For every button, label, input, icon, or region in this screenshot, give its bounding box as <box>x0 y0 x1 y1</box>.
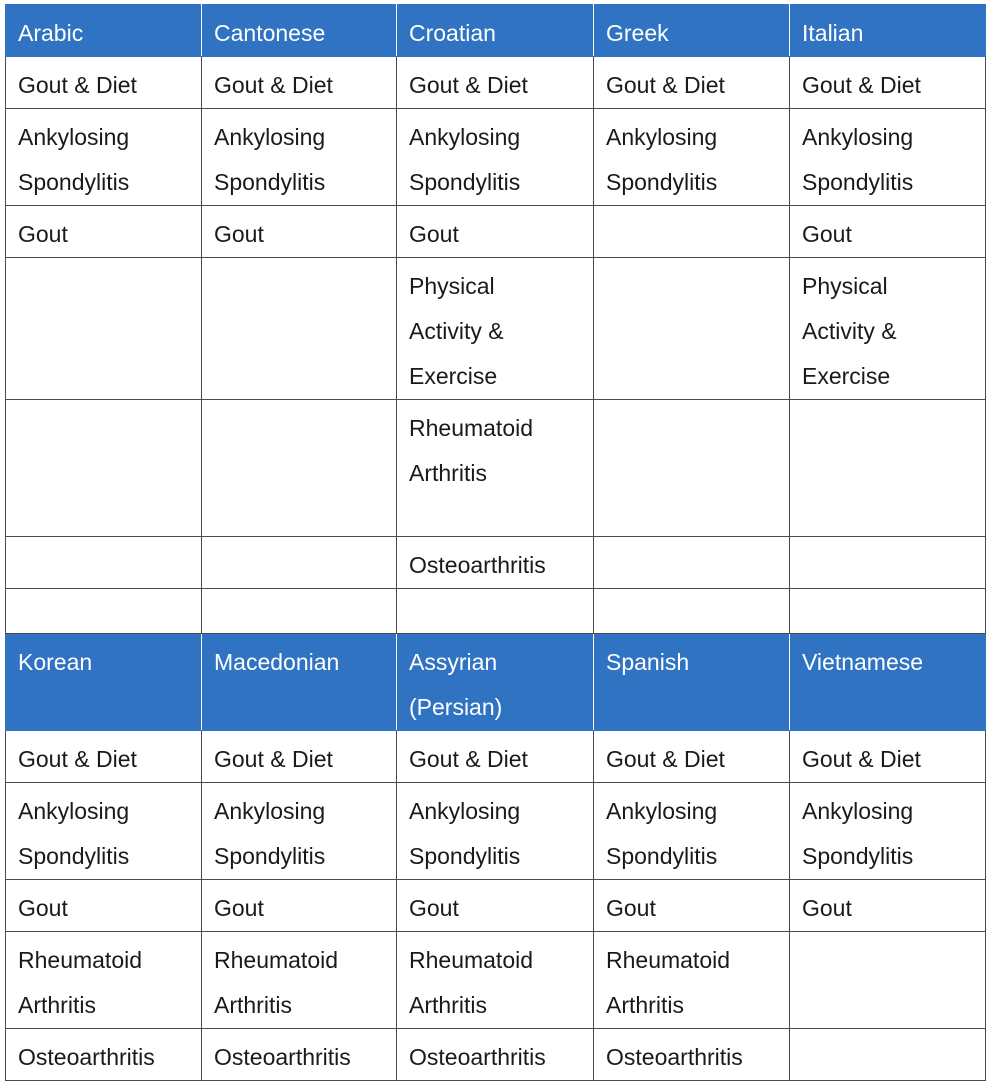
cell-text: Osteoarthritis <box>409 1044 546 1070</box>
cell-text: Arthritis <box>18 992 96 1018</box>
table-cell <box>397 206 594 258</box>
cell-text: Spondylitis <box>802 169 914 195</box>
table-cell <box>397 589 594 634</box>
cell-text: Gout <box>802 221 852 247</box>
cell-text: Gout & Diet <box>802 746 921 772</box>
table-cell <box>790 880 986 932</box>
table-cell <box>790 537 986 589</box>
cell-text: Ankylosing <box>409 798 521 824</box>
table-cell <box>397 932 594 1029</box>
table-row <box>6 206 986 258</box>
table-cell <box>6 537 202 589</box>
cell-text: Ankylosing <box>409 124 521 150</box>
cell-text: Osteoarthritis <box>606 1044 743 1070</box>
table-row <box>6 589 986 634</box>
table-cell <box>594 783 790 880</box>
cell-text: Gout <box>409 221 459 247</box>
cell-text: Gout <box>214 221 264 247</box>
cell-text: Gout & Diet <box>606 746 725 772</box>
cell-text: Exercise <box>802 363 891 389</box>
table-cell <box>202 206 397 258</box>
column-header <box>397 634 594 731</box>
cell-text: Spondylitis <box>214 843 326 869</box>
cell-text: Physical <box>409 273 495 299</box>
cell-text: Arthritis <box>214 992 292 1018</box>
cell-text: Gout & Diet <box>18 72 137 98</box>
cell-text: Rheumatoid <box>409 415 534 441</box>
cell-text: Gout <box>18 895 68 921</box>
table-cell <box>6 932 202 1029</box>
table-cell <box>397 731 594 783</box>
column-header <box>202 5 397 57</box>
header-text: (Persian) <box>409 694 503 720</box>
cell-text: Rheumatoid <box>214 947 339 973</box>
table-row <box>6 258 986 400</box>
cell-text: Rheumatoid <box>409 947 534 973</box>
table-row <box>6 783 986 880</box>
table-cell <box>790 109 986 206</box>
table-row <box>6 932 986 1029</box>
header-row <box>6 634 986 731</box>
cell-text: Spondylitis <box>802 843 914 869</box>
table-cell <box>6 400 202 537</box>
table-cell <box>594 258 790 400</box>
table-row <box>6 880 986 932</box>
header-text: Vietnamese <box>802 649 924 675</box>
cell-text: Ankylosing <box>214 798 326 824</box>
table-cell <box>790 783 986 880</box>
cell-text: Activity & <box>409 318 504 344</box>
table-cell <box>6 109 202 206</box>
cell-text: Gout <box>606 895 656 921</box>
header-text: Korean <box>18 649 93 675</box>
table-cell <box>397 537 594 589</box>
table-cell <box>397 1029 594 1081</box>
cell-text: Spondylitis <box>214 169 326 195</box>
table-cell <box>594 880 790 932</box>
header-text: Assyrian <box>409 649 498 675</box>
table-cell <box>594 400 790 537</box>
table-cell <box>790 57 986 109</box>
table-cell <box>202 57 397 109</box>
cell-text: Spondylitis <box>409 169 521 195</box>
table-cell <box>594 537 790 589</box>
table-row <box>6 400 986 537</box>
cell-text: Gout & Diet <box>409 746 528 772</box>
table-cell <box>790 258 986 400</box>
cell-text: Exercise <box>409 363 498 389</box>
column-header <box>790 634 986 731</box>
table-cell <box>202 258 397 400</box>
table-cell <box>397 400 594 537</box>
table-cell <box>202 731 397 783</box>
column-header <box>594 634 790 731</box>
table-cell <box>202 537 397 589</box>
cell-text: Gout <box>18 221 68 247</box>
table-row <box>6 57 986 109</box>
table-cell <box>790 1029 986 1081</box>
table-cell <box>6 880 202 932</box>
header-text: Arabic <box>18 20 84 46</box>
cell-text: Ankylosing <box>606 124 718 150</box>
cell-text: Activity & <box>802 318 897 344</box>
cell-text: Rheumatoid <box>606 947 731 973</box>
cell-text: Ankylosing <box>802 798 914 824</box>
table-cell <box>202 589 397 634</box>
cell-text: Gout & Diet <box>214 746 333 772</box>
language-resources-table <box>5 4 986 1081</box>
cell-text: Osteoarthritis <box>409 552 546 578</box>
column-header <box>6 634 202 731</box>
table-cell <box>6 1029 202 1081</box>
cell-text: Physical <box>802 273 888 299</box>
table-cell <box>6 258 202 400</box>
column-header <box>594 5 790 57</box>
table-cell <box>202 932 397 1029</box>
table-cell <box>397 258 594 400</box>
table-row <box>6 109 986 206</box>
cell-text: Ankylosing <box>18 124 130 150</box>
table-cell <box>790 400 986 537</box>
table-cell <box>594 731 790 783</box>
header-text: Croatian <box>409 20 496 46</box>
cell-text: Ankylosing <box>606 798 718 824</box>
table-cell <box>6 589 202 634</box>
table-cell <box>790 731 986 783</box>
table-cell <box>594 57 790 109</box>
table-cell <box>790 589 986 634</box>
table-cell <box>594 1029 790 1081</box>
table-cell <box>397 880 594 932</box>
cell-text: Spondylitis <box>409 843 521 869</box>
cell-text: Spondylitis <box>606 169 718 195</box>
table-cell <box>202 1029 397 1081</box>
cell-text: Arthritis <box>409 460 487 486</box>
cell-text: Arthritis <box>409 992 487 1018</box>
cell-text: Arthritis <box>606 992 684 1018</box>
header-text: Spanish <box>606 649 690 675</box>
header-text: Italian <box>802 20 864 46</box>
cell-text: Gout & Diet <box>606 72 725 98</box>
table-cell <box>202 880 397 932</box>
cell-text: Gout & Diet <box>409 72 528 98</box>
cell-text: Spondylitis <box>18 169 130 195</box>
table-cell <box>594 589 790 634</box>
cell-text: Gout <box>214 895 264 921</box>
header-text: Macedonian <box>214 649 340 675</box>
header-text: Cantonese <box>214 20 326 46</box>
table-row <box>6 731 986 783</box>
table-body <box>6 5 986 1081</box>
header-text: Greek <box>606 20 669 46</box>
cell-text: Ankylosing <box>18 798 130 824</box>
table-cell <box>397 57 594 109</box>
table-cell <box>202 109 397 206</box>
table-cell <box>202 400 397 537</box>
table-cell <box>594 932 790 1029</box>
table-cell <box>6 731 202 783</box>
table-cell <box>397 783 594 880</box>
table-cell <box>6 206 202 258</box>
table-row <box>6 537 986 589</box>
column-header <box>6 5 202 57</box>
column-header <box>790 5 986 57</box>
cell-text: Ankylosing <box>802 124 914 150</box>
table-cell <box>594 206 790 258</box>
cell-text: Osteoarthritis <box>18 1044 155 1070</box>
table-cell <box>790 206 986 258</box>
cell-text: Spondylitis <box>606 843 718 869</box>
header-row <box>6 5 986 57</box>
cell-text: Gout & Diet <box>18 746 137 772</box>
cell-text: Osteoarthritis <box>214 1044 351 1070</box>
table-row <box>6 1029 986 1081</box>
column-header <box>202 634 397 731</box>
column-header <box>397 5 594 57</box>
cell-text: Gout & Diet <box>214 72 333 98</box>
table-cell <box>202 783 397 880</box>
cell-text: Rheumatoid <box>18 947 143 973</box>
table-cell <box>594 109 790 206</box>
table-cell <box>790 932 986 1029</box>
table-cell <box>6 783 202 880</box>
cell-text: Gout <box>802 895 852 921</box>
cell-text: Spondylitis <box>18 843 130 869</box>
cell-text: Gout <box>409 895 459 921</box>
table-cell <box>397 109 594 206</box>
cell-text: Ankylosing <box>214 124 326 150</box>
cell-text: Gout & Diet <box>802 72 921 98</box>
table-cell <box>6 57 202 109</box>
